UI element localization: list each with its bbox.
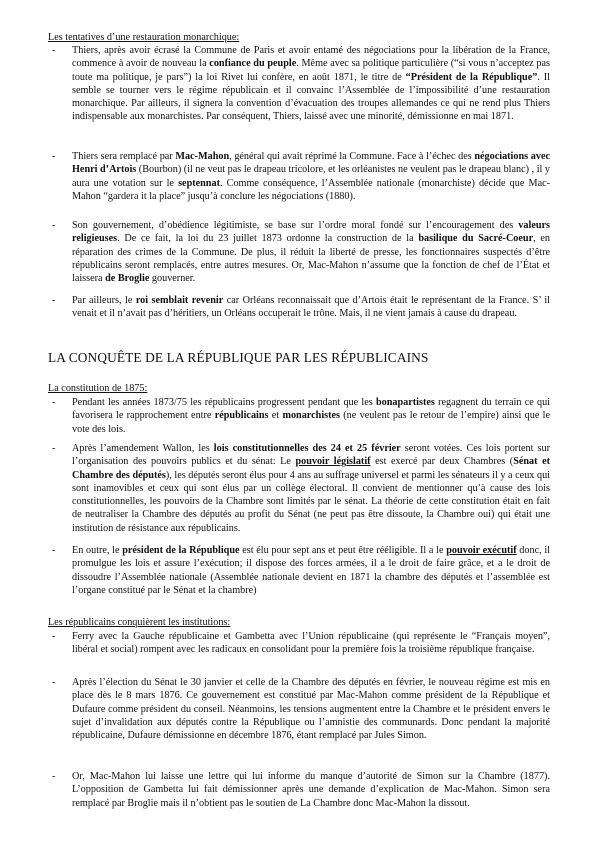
list-item-text: Son gouvernement, d’obédience légitimiste, se base sur l’ordre moral fondé sur l’encouragement des valeurs religieuses. De ce fait, la loi du 23 juillet 1873 ordonne la construction de la basilique du Sacré-Coeur, en réparation des crimes de la Commune. De plus, il réduit la liberté de presse, les fonctionnaires suspectés d’être républicains seront remplacés, entre autres mesures. Or, Mac-Mahon n’assume que la fonction de chef de l’État et laissera de Broglie gouverner. [72,220,551,285]
list-item [48,442,550,535]
list-item-text: Par ailleurs, le roi semblait revenir car Orléans reconnaissait que d’Artois était le représentant de la France. S’ il venait et il n’avait pas d’héritiers, un Orléans occuperait le trône. Mais, il ne vient jamais à cause du drapeau. [72,295,550,320]
list-item-text: En outre, le président de la République est élu pour sept ans et peut être rééligible. Il a le pouvoir exécutif donc, il promulgue les lois et assure l’exécution; il dispose des forces armées, il a le droit de faire grâce, et a le droit de dissoudre l’Assemblée nationale (Assemblée nationale devient en 1871 la chambre des députés et l’assemblée est l’organe constitué par le Sénat et la chambre) [72,545,550,596]
list-item [48,294,550,321]
list-item [48,630,550,657]
list-item [48,676,550,742]
list-item-text: Thiers sera remplacé par Mac-Mahon, général qui avait réprimé la Commune. Face à l’échec des négociations avec Henri d’Artois (Bourbon) (il ne veut pas le drapeau tricolore, et les orléanistes ne veulent pas le drapeau blanc) , il y aura une votation sur le septennat. Comme conséquence, l’Assemblée nationale (monarchiste) décide que Mac-Mahon “gardera it la place” jusqu’à conclure les négociations (1880). [72,151,551,202]
bullet-dash: - [52,443,56,454]
list-item [48,770,550,810]
section-heading-constitution: La constitution de 1875: [48,383,148,394]
section-heading-institutions: Les républicains conquièrent les institutions: [48,617,231,628]
list-item [48,219,550,285]
list-item-text: Après l’élection du Sénat le 30 janvier et celle de la Chambre des députés en février, le nouveau régime est mis en place dès le 8 mars 1876. Ce gouvernement est constitué par Mac-Mahon comme président de la République et Dufaure comme président du conseil. Néanmoins, les tensions augmentent entre la Chambre et le président envers le sujet d’invalidation aux députés contre la République ou l’amnistie des communards. Donc pendant la majorité républicaine, Dufaure démissionne en décembre 1876, étant remplacé par Jules Simon. [72,677,550,742]
bullet-dash: - [52,397,56,408]
bullet-dash: - [52,545,56,556]
list-item-text: Après l’amendement Wallon, les lois constitutionnelles des 24 et 25 février seront votées. Ces lois portent sur l’organisation des pouvoirs publics et du sénat: Le pouvoir législatif est exercé par deux Chambres (Sénat et Chambre des députés), les députés seront élus pour 4 ans au suffrage universel et parmi les sénateurs il y a ceux qui sont inamovibles et ceux qui sont élus par un collège électoral. Il convient de mentionner qu’à cause des lois constitutionnelles, les pouvoirs de la Chambre sont limités par le sénat. La théorie de cette constitution était en fait de neutraliser la Chambre des députés au profit du Sénat (ne peut pas être dissoute, la Chambre oui) qui était une institution de résistance aux républicains. [72,443,550,534]
list-item-text: Or, Mac-Mahon lui laisse une lettre qui lui informe du manque d’autorité de Simon sur la Chambre (1877). L’opposition de Gambetta lui fait démissionner après une demande d’explication de Mac-Mahon. Simon sera remplacé par Broglie mais il n’obtient pas le soutien de La Chambre donc Mac-Mahon la dissout. [72,771,550,809]
section-heading-restoration: Les tentatives d’une restauration monarchique: [48,32,240,43]
bullet-dash: - [52,220,56,231]
list-item [48,396,550,436]
list-item-text: Ferry avec la Gauche républicaine et Gambetta avec l’Union républicaine (qui représente le “Français moyen”, libéral et social) rompent avec les radicaux en consolidant pour la première fois la troisième république française. [72,631,550,656]
list-item [48,544,550,597]
bullet-dash: - [52,631,56,642]
list-item [48,150,550,203]
bullet-dash: - [52,151,56,162]
list-item-text: Thiers, après avoir écrasé la Commune de Paris et avoir entamé des négociations pour la libération de la France, commence à avoir de nouveau la confiance du peuple. Même avec sa politique particulière (“si vous n’acceptez pas toute ma politique, je pars”) la loi Rivet lui confère, en août 1871, le titre de “Président de la République”. Il semble se tourner vers le régime républicain et il convainc l’Assemblée de l’impossibilité d’une restauration monarchique. Par ailleurs, il signera la convention d’évacuation des troupes allemandes ce qui ne rend plus Thiers indispensable aux monarchistes. Par conséquent, Thiers, laissé avec une minorité, démissionne en mai 1871. [72,45,550,123]
bullet-dash: - [52,771,56,782]
bullet-dash: - [52,295,56,306]
bullet-dash: - [52,677,56,688]
list-item [48,44,550,124]
part-title: LA CONQUÊTE DE LA RÉPUBLIQUE PAR LES RÉPUBLICAINS [48,350,429,365]
list-item-text: Pendant les années 1873/75 les républicains progressent pendant que les bonapartistes regagnent du terrain ce qui favorisera le rapprochement entre républicains et monarchistes (ne veulent pas le retour de l’empire) ainsi que le vote des lois. [72,397,551,435]
bullet-dash: - [52,45,56,56]
